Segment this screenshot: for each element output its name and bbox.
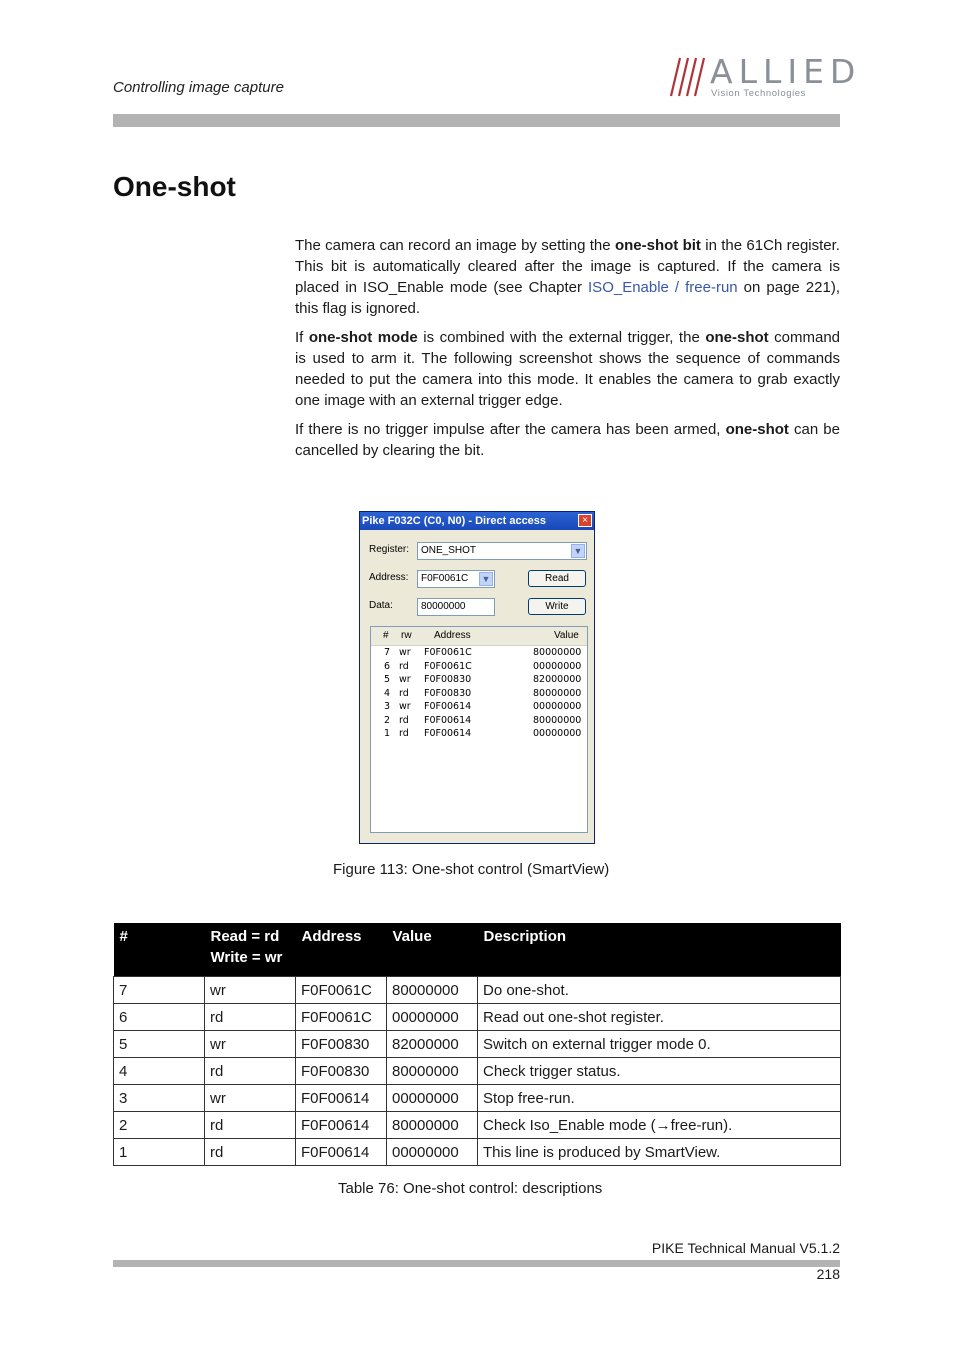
history-list[interactable]: [370, 626, 588, 833]
th-description: Description: [478, 923, 841, 977]
list-item[interactable]: 4 rd F0F00830 80000000: [384, 688, 582, 699]
page-number: 218: [816, 1266, 840, 1282]
table-row: 2 rd F0F00614 80000000 Check Iso_Enable mode (→free-run).: [114, 1112, 841, 1139]
col-number[interactable]: #: [383, 630, 389, 641]
close-icon[interactable]: ×: [578, 514, 592, 527]
iso-enable-link[interactable]: ISO_Enable / free-run: [588, 279, 738, 296]
table-header: [114, 923, 841, 977]
col-value[interactable]: Value: [554, 630, 579, 641]
table-caption: Table 76: One-shot control: descriptions: [338, 1180, 603, 1197]
logo-wordmark: ALLIED: [710, 52, 862, 91]
allied-logo: [668, 52, 862, 100]
paragraph-1: The camera can record an image by setting the one-shot bit in the 61Ch register. This bit is automatically cleared after the image is captured. If the camera is placed in ISO_Enable mode (see Chapter ISO_Enable / free-run on page 221), this flag is ignored.: [295, 237, 840, 317]
write-button[interactable]: Write: [528, 598, 586, 615]
table-row: 1 rd F0F00614 00000000 This line is produced by SmartView.: [114, 1139, 841, 1166]
col-rw[interactable]: rw: [401, 630, 412, 641]
data-label: Data:: [369, 600, 393, 611]
footer-rule: [113, 1260, 840, 1267]
register-value: ONE_SHOT: [421, 545, 477, 556]
table-row: 4 rd F0F00830 80000000 Check trigger status.: [114, 1058, 841, 1085]
read-button[interactable]: Read: [528, 570, 586, 587]
direct-access-dialog: [359, 511, 595, 844]
address-label: Address:: [369, 572, 409, 583]
register-label: Register:: [369, 544, 410, 555]
footer-manual-title: PIKE Technical Manual V5.1.2: [651, 1240, 840, 1256]
logo-subtitle: Vision Technologies: [711, 88, 807, 99]
description-table: [113, 923, 841, 1166]
dialog-titlebar: Pike F032C (C0, N0) - Direct access: [360, 512, 594, 530]
chevron-down-icon[interactable]: ▼: [479, 572, 493, 586]
chevron-down-icon[interactable]: ▼: [571, 544, 585, 558]
logo-slashes-icon: [668, 56, 708, 98]
address-select[interactable]: [417, 570, 495, 588]
paragraph-2: If one-shot mode is combined with the external trigger, the one-shot command is used to arm it. The following screenshot shows the sequence of commands needed to put the camera into this mode. It enables the camera to grab exactly one image with an external trigger edge.: [295, 329, 841, 409]
th-read-write: Read = rd Write = wr: [205, 923, 296, 977]
th-number: #: [114, 923, 205, 977]
list-item[interactable]: 2 rd F0F00614 80000000: [384, 715, 582, 726]
running-header: Controlling image capture: [113, 79, 284, 96]
header-rule: [113, 114, 840, 127]
paragraph-3: If there is no trigger impulse after the camera has been armed, one-shot can be cancelled by clearing the bit.: [295, 421, 840, 459]
table-row: 6 rd F0F0061C 00000000 Read out one-shot register.: [114, 1004, 841, 1031]
list-item[interactable]: 6 rd F0F0061C 00000000: [384, 661, 582, 672]
body-text: [295, 235, 840, 469]
col-address[interactable]: Address: [434, 630, 471, 641]
list-item[interactable]: 1 rd F0F00614 00000000: [384, 728, 582, 739]
list-item[interactable]: 3 wr F0F00614 00000000: [384, 701, 582, 712]
register-select[interactable]: [417, 542, 587, 560]
section-title: One-shot: [113, 171, 236, 202]
list-item[interactable]: 5 wr F0F00830 82000000: [384, 674, 582, 685]
table-row: 3 wr F0F00614 00000000 Stop free-run.: [114, 1085, 841, 1112]
list-item[interactable]: 7 wr F0F0061C 80000000: [384, 647, 582, 658]
data-input[interactable]: 80000000: [417, 598, 495, 616]
table-row: 7 wr F0F0061C 80000000 Do one-shot.: [114, 977, 841, 1004]
history-list-header: [371, 627, 587, 646]
figure-caption: Figure 113: One-shot control (SmartView): [333, 861, 610, 878]
address-value: F0F0061C: [421, 573, 469, 584]
th-address: Address: [296, 923, 387, 977]
table-row: 5 wr F0F00830 82000000 Switch on external trigger mode 0.: [114, 1031, 841, 1058]
th-value: Value: [387, 923, 478, 977]
